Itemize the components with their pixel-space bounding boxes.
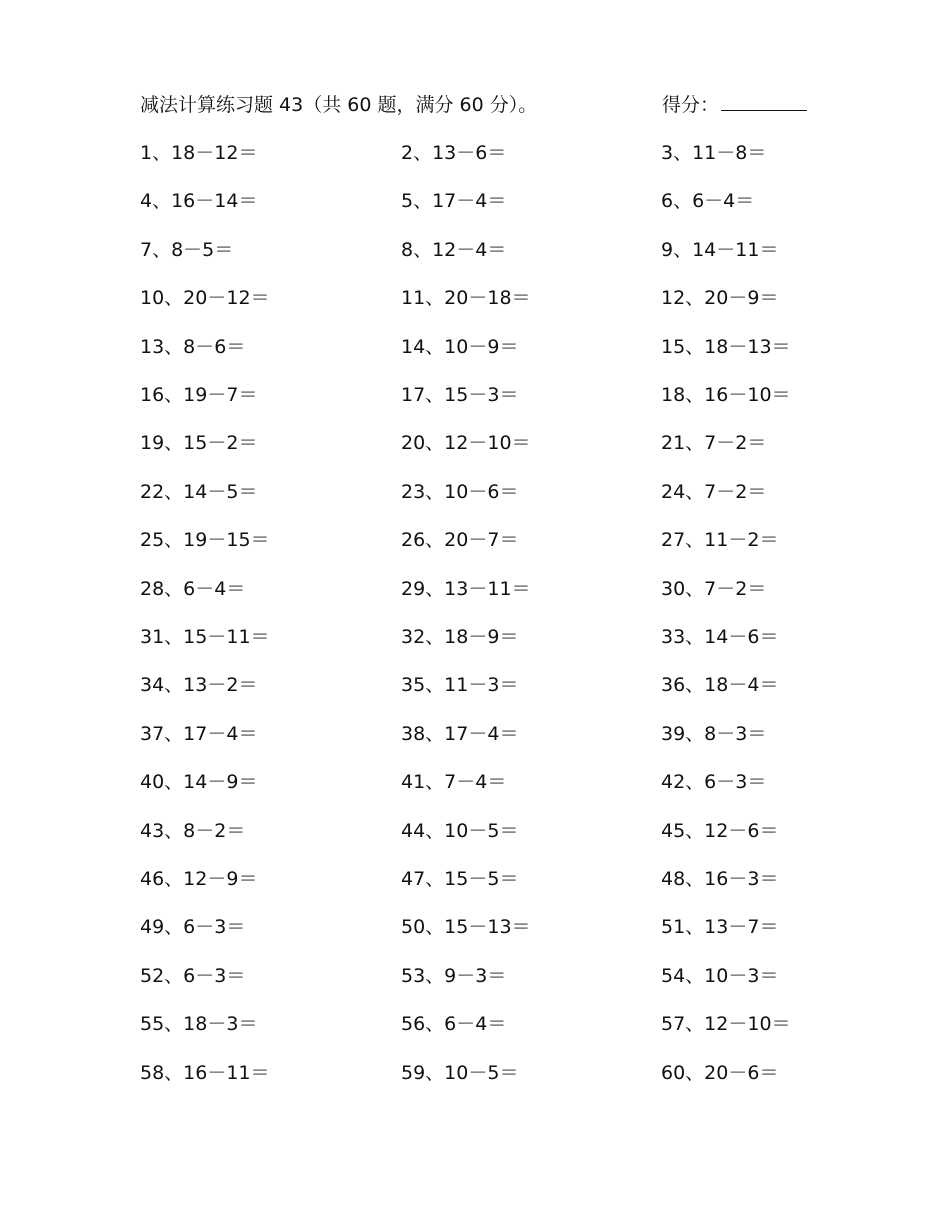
problem-item: 53、9－3＝ [401, 964, 507, 987]
problem-item: 40、14－9＝ [140, 771, 258, 794]
problem-item: 22、14－5＝ [140, 480, 258, 503]
problem-item: 31、15－11＝ [140, 626, 270, 648]
problem-item: 1、18－12＝ [140, 142, 258, 164]
problem-item: 59、10－5＝ [401, 1061, 519, 1084]
problem-item: 54、10－3＝ [661, 964, 779, 987]
score-label: 得分： [662, 94, 720, 116]
problem-item: 46、12－9＝ [140, 868, 258, 890]
problem-item: 8、12－4＝ [401, 238, 507, 261]
problem-item: 27、11－2＝ [661, 529, 779, 552]
problem-item: 30、7－2＝ [661, 577, 767, 600]
problem-item: 47、15－5＝ [401, 868, 519, 890]
problem-item: 15、18－13＝ [661, 335, 791, 358]
problem-item: 26、20－7＝ [401, 529, 519, 552]
worksheet-title: 减法计算练习题 43（共 60 题，满分 60 分）。 [140, 94, 538, 116]
problem-item: 6、6－4＝ [661, 190, 755, 213]
problem-item: 33、14－6＝ [661, 626, 779, 648]
problem-item: 12、20－9＝ [661, 287, 779, 310]
problem-item: 41、7－4＝ [401, 771, 507, 794]
problem-item: 16、19－7＝ [140, 384, 258, 406]
problem-item: 48、16－3＝ [661, 868, 779, 890]
problem-item: 34、13－2＝ [140, 674, 258, 697]
problem-item: 58、16－11＝ [140, 1061, 270, 1084]
problem-item: 20、12－10＝ [401, 432, 531, 455]
problem-item: 18、16－10＝ [661, 384, 791, 406]
score-field [662, 88, 807, 122]
problem-item: 29、13－11＝ [401, 577, 531, 600]
problem-item: 9、14－11＝ [661, 238, 779, 261]
problem-item: 42、6－3＝ [661, 771, 767, 794]
problem-item: 4、16－14＝ [140, 190, 258, 213]
problem-item: 55、18－3＝ [140, 1013, 258, 1036]
problem-item: 49、6－3＝ [140, 916, 246, 939]
problem-item: 2、13－6＝ [401, 142, 507, 164]
problem-item: 17、15－3＝ [401, 384, 519, 406]
problem-item: 11、20－18＝ [401, 287, 531, 310]
problem-item: 24、7－2＝ [661, 480, 767, 503]
problem-item: 38、17－4＝ [401, 722, 519, 745]
problem-item: 19、15－2＝ [140, 432, 258, 455]
worksheet-header [0, 88, 950, 122]
problem-item: 45、12－6＝ [661, 819, 779, 842]
problem-item: 10、20－12＝ [140, 287, 270, 310]
problem-item: 23、10－6＝ [401, 480, 519, 503]
problem-item: 44、10－5＝ [401, 819, 519, 842]
problem-item: 37、17－4＝ [140, 722, 258, 745]
problem-item: 60、20－6＝ [661, 1061, 779, 1084]
score-blank-line [721, 88, 807, 111]
problem-item: 28、6－4＝ [140, 577, 246, 600]
problem-item: 7、8－5＝ [140, 238, 234, 261]
problem-item: 25、19－15＝ [140, 529, 270, 552]
problem-item: 3、11－8＝ [661, 142, 767, 164]
problem-item: 52、6－3＝ [140, 964, 246, 987]
problem-item: 39、8－3＝ [661, 722, 767, 745]
problem-item: 43、8－2＝ [140, 819, 246, 842]
problem-item: 35、11－3＝ [401, 674, 519, 697]
problem-item: 57、12－10＝ [661, 1013, 791, 1036]
problem-item: 14、10－9＝ [401, 335, 519, 358]
problem-item: 36、18－4＝ [661, 674, 779, 697]
problem-item: 50、15－13＝ [401, 916, 531, 939]
problem-item: 13、8－6＝ [140, 335, 246, 358]
problem-item: 5、17－4＝ [401, 190, 507, 213]
problem-item: 32、18－9＝ [401, 626, 519, 648]
problem-item: 21、7－2＝ [661, 432, 767, 455]
problem-item: 56、6－4＝ [401, 1013, 507, 1036]
problem-item: 51、13－7＝ [661, 916, 779, 939]
